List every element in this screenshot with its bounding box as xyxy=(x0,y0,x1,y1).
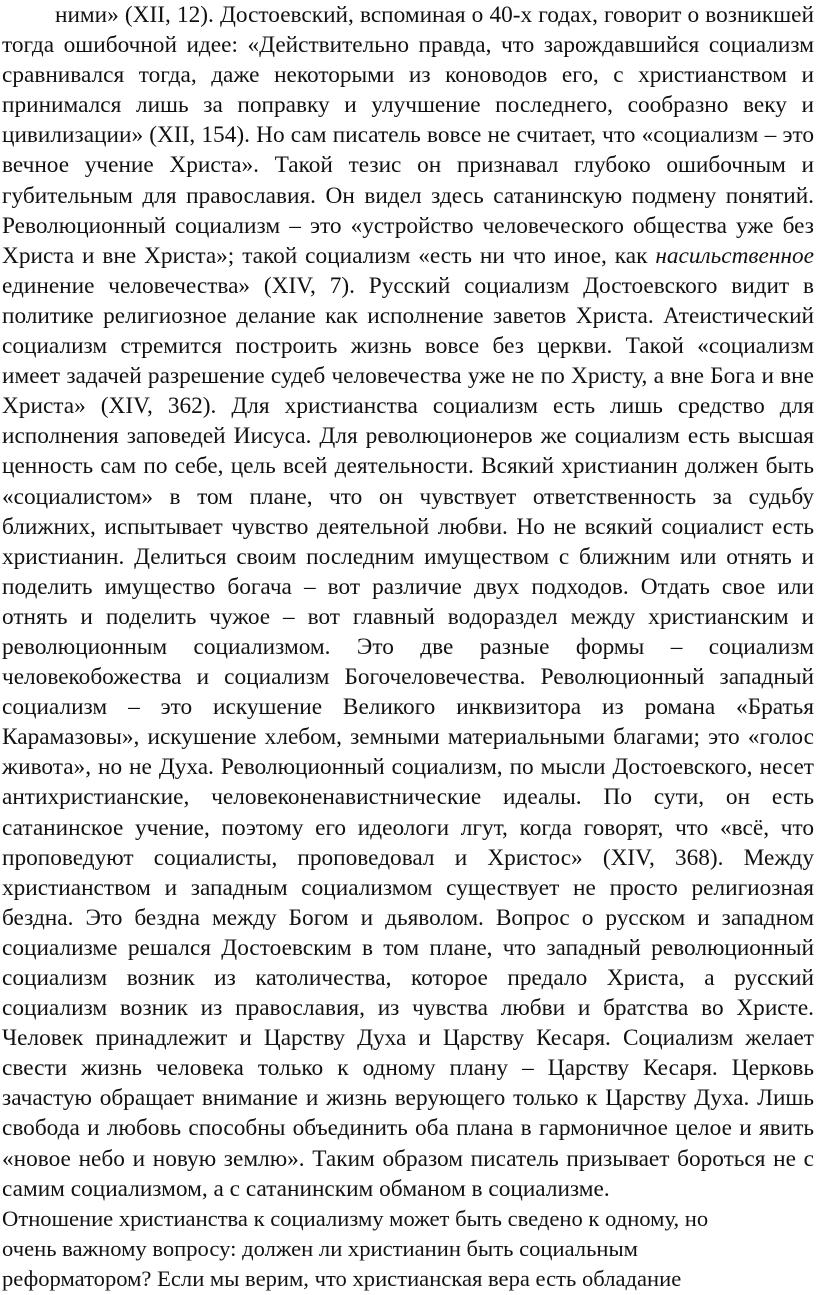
body-paragraph xyxy=(2,0,814,1204)
next-paragraph-line-3: реформатором? Если мы верим, что христианская вера есть обладание xyxy=(2,1266,682,1292)
paragraph-text-rest: единение человечества» (XIV, 7). Русский социализм Достоевского видит в политике религиозное делание как исполнение заветов Христа. Атеистический социализм стремится построить жизнь вовсе без церкви. Такой «социализм имеет задачей разрешение судеб человечества уже не по Христу, а вне Бога и вне Христа» (XIV, 362). Для христианства социализм есть лишь средство для исполнения заповедей Иисуса. Для революционеров же социализм есть высшая ценность сам по себе, цель всей деятельности. Всякий христианин должен быть «социалистом» в том плане, что он чувствует ответственность за судьбу ближних, испытывает чувство деятельной любви. Но не всякий социалист есть христианин. Делиться своим последним имуществом с ближним или отнять и поделить имущество богача – вот различие двух подходов. Отдать свое или отнять и поделить чужое – вот главный водораздел между христианским и революционным социализмом. Это две разные формы – социализм человекобожества и социализм Богочеловечества. Революционный западный социализм – это искушение Великого инквизитора из романа «Братья Карамазовы», искушение хлебом, земными материальными благами; это «голос живота», но не Духа. Революционный социализм, по мысли Достоевского, несет антихристианские, человеконенавистнические идеалы. По сути, он есть сатанинское учение, поэтому его идеологи лгут, когда говорят, что «всё, что проповедуют социалисты, проповедовал и Христос» (XIV, 368). Между христианством и западным социализмом существует не просто религиозная бездна. Это бездна между Богом и дьяволом. Вопрос о русском и западном социализме решался Достоевским в том плане, что западный революционный социализм возник из католичества, которое предало Христа, а русский социализм возник из православия, из чувства любви и братства во Христе. Человек принадлежит и Царству Духа и Царству Кесаря. Социализм желает свести жизнь человека только к одному плану – Царству Кесаря. Церковь зачастую обращает внимание и жизнь верующего только к Царству Духа. Лишь свобода и любовь способны объединить оба плана в гармоничное целое и явить «новое небо и новую землю». Таким образом писатель призывает бороться не с самим социализмом, а с сатанинским обманом в социализме. xyxy=(2,272,814,1202)
next-paragraph xyxy=(2,1204,792,1295)
next-paragraph-line-2: очень важному вопросу: должен ли христианин быть социальным xyxy=(2,1236,638,1262)
next-paragraph-line-1: Отношение христианства к социализму может быть сведено к одному, но xyxy=(2,1205,709,1231)
italic-word: насильственное xyxy=(655,242,814,269)
paragraph-text-start: ними» (XII, 12). Достоевский, вспоминая о 40-х годах, говорит о возникшей тогда ошибочной идее: «Действительно правда, что зарождавшийся социализм сравнивался тогда, даже некоторыми из коноводов его, с христианством и принимался лишь за поправку и улучшение последнего, сообразно веку и цивилизации» (XII, 154). Но сам писатель вовсе не считает, что «социализм – это вечное учение Христа». Такой тезис он признавал глубоко ошибочным и губительным для православия. Он видел здесь сатанинскую подмену понятий. Революционный социализм – это «устройство человеческого общества уже без Христа и вне Христа»; такой социализм «есть ни что иное, как xyxy=(2,2,814,269)
